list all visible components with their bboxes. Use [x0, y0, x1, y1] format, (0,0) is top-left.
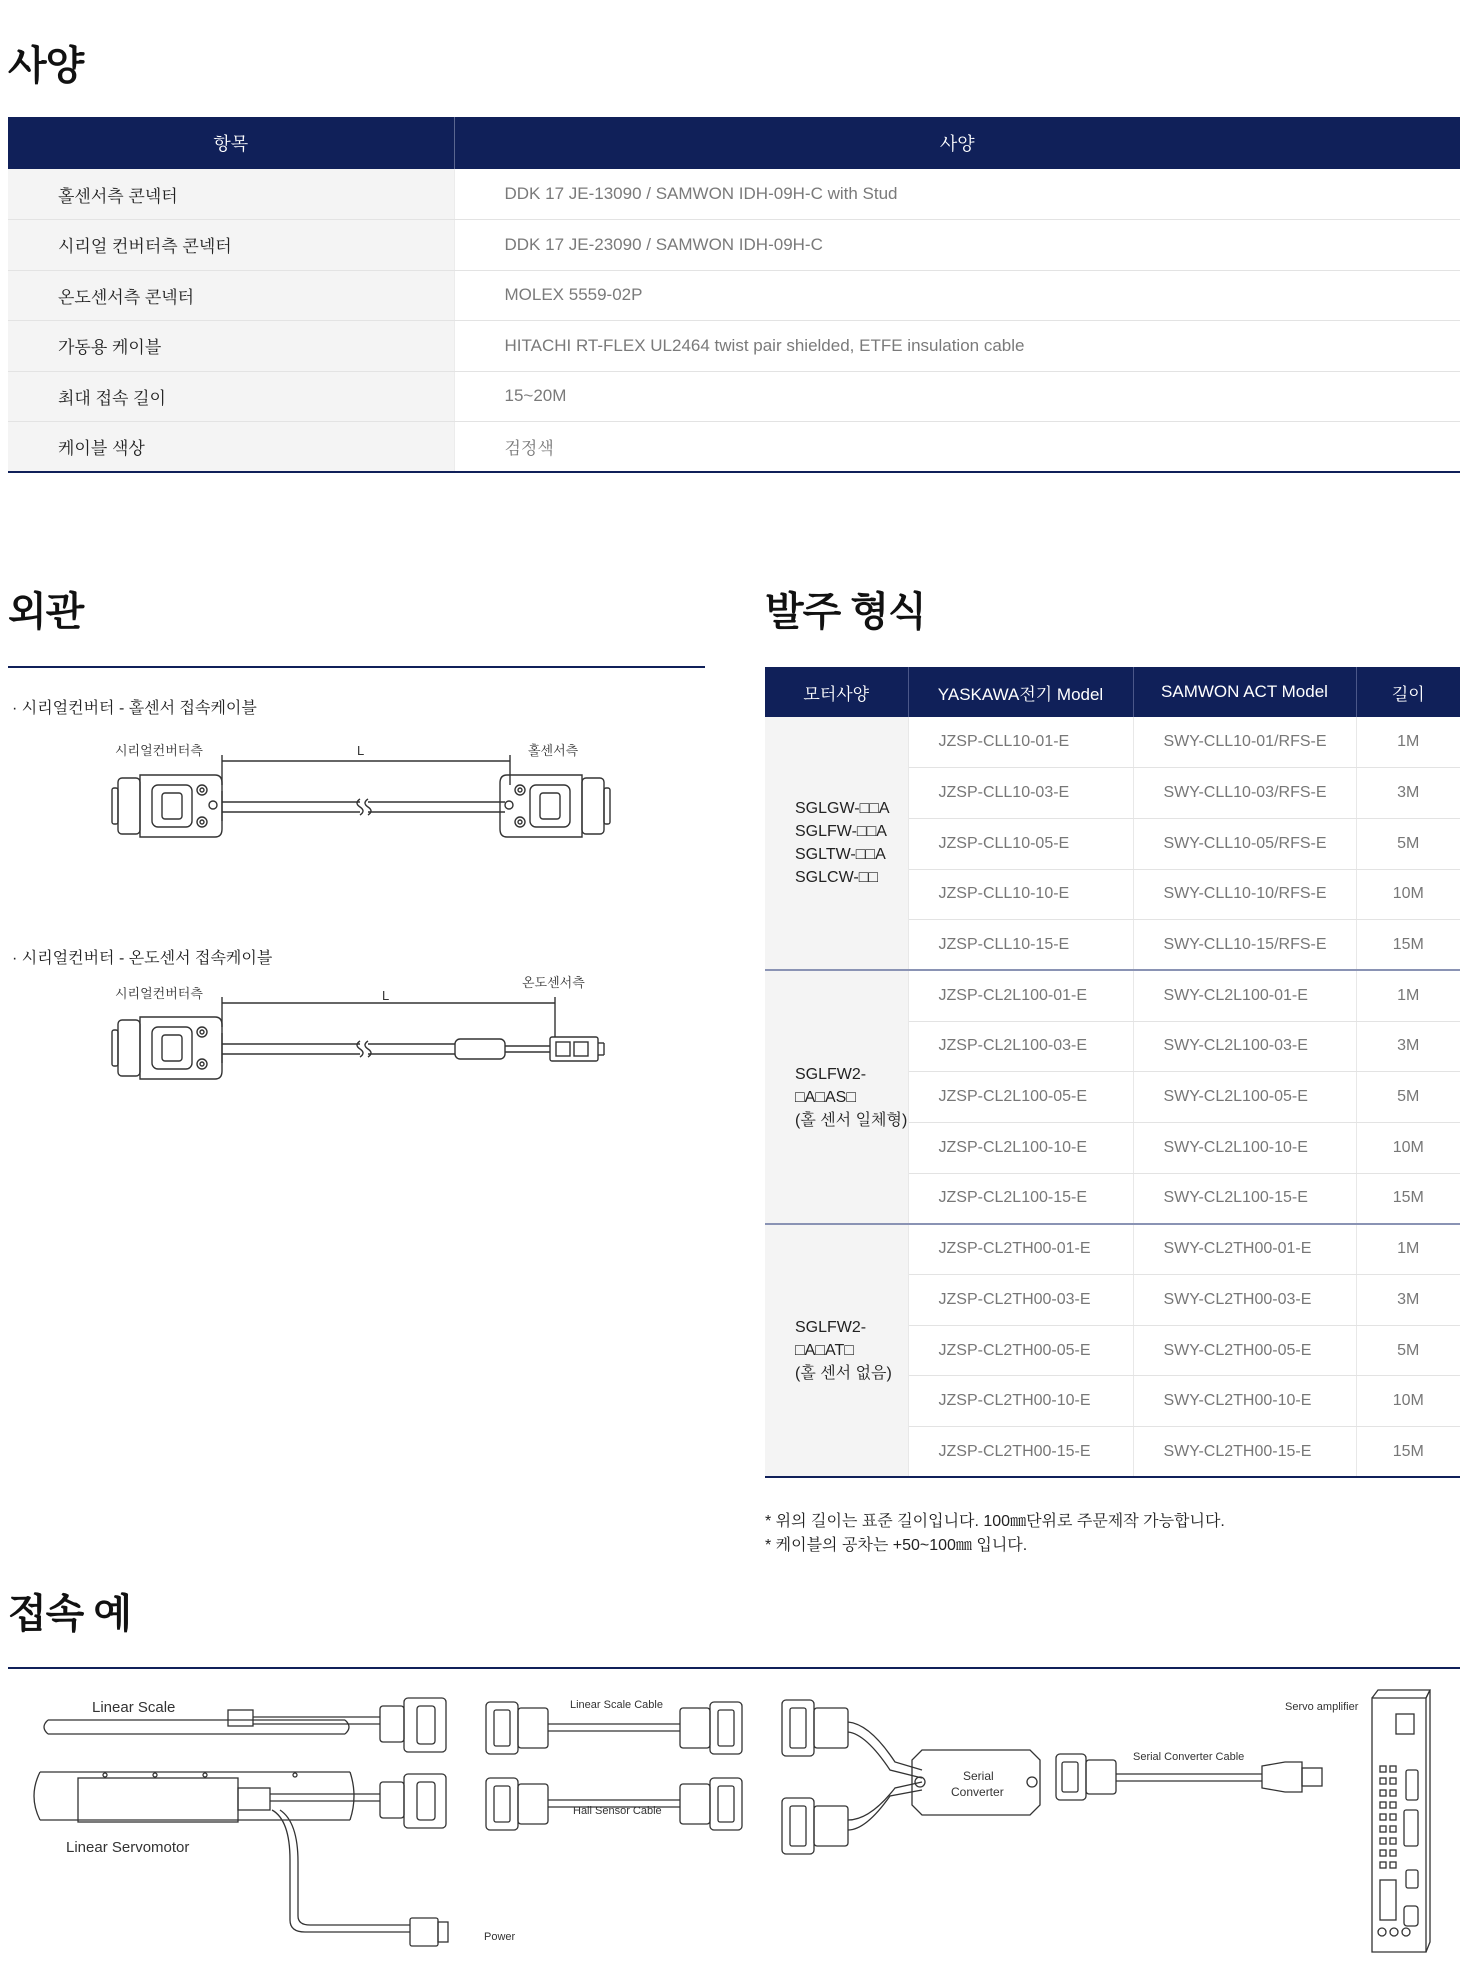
motor-line: SGLTW-□□A: [795, 846, 886, 864]
cable-length: 15M: [1356, 1427, 1460, 1478]
samwon-model: SWY-CLL10-03/RFS-E: [1133, 768, 1356, 819]
cable2-drawing: [110, 995, 620, 1095]
cable1-length-label: L: [357, 743, 365, 758]
samwon-model: SWY-CL2L100-03-E: [1133, 1021, 1356, 1072]
motor-spec-cell: [765, 1224, 908, 1477]
appearance-title: 외관: [8, 590, 84, 634]
hall-sensor-cable-label: Hall Sensor Cable: [573, 1805, 662, 1817]
spec-header-value: 사양: [454, 117, 1460, 169]
order-header-samwon: SAMWON ACT Model: [1133, 667, 1356, 717]
serial-converter-cable-label: Serial Converter Cable: [1133, 1751, 1245, 1763]
motor-spec-cell: [765, 970, 908, 1223]
spec-key: 가동용 케이블: [8, 321, 454, 372]
scale-connector: [380, 1698, 446, 1752]
table-row: [8, 321, 1460, 372]
order-header-length: 길이: [1356, 667, 1460, 717]
spec-value: 15~20M: [454, 371, 1460, 422]
servomotor-body: [78, 1778, 238, 1822]
samwon-model: SWY-CL2TH00-05-E: [1133, 1325, 1356, 1376]
yaskawa-model: JZSP-CL2TH00-05-E: [908, 1325, 1133, 1376]
linear-servomotor-label: Linear Servomotor: [66, 1839, 190, 1856]
yaskawa-model: JZSP-CL2L100-15-E: [908, 1173, 1133, 1224]
spec-value: DDK 17 JE-23090 / SAMWON IDH-09H-C: [454, 220, 1460, 271]
samwon-model: SWY-CL2TH00-15-E: [1133, 1427, 1356, 1478]
motor-spec-cell: [765, 717, 908, 970]
yaskawa-model: JZSP-CL2TH00-03-E: [908, 1275, 1133, 1326]
yaskawa-model: JZSP-CL2L100-03-E: [908, 1021, 1133, 1072]
motor-connector: [380, 1774, 446, 1828]
yaskawa-model: JZSP-CLL10-15-E: [908, 920, 1133, 971]
yaskawa-model: JZSP-CLL10-01-E: [908, 717, 1133, 768]
yaskawa-model: JZSP-CLL10-10-E: [908, 869, 1133, 920]
samwon-model: SWY-CL2L100-05-E: [1133, 1072, 1356, 1123]
motor-line: (홀 센서 일체형): [795, 1111, 908, 1129]
table-row: [8, 422, 1460, 473]
samwon-model: SWY-CLL10-15/RFS-E: [1133, 920, 1356, 971]
converter-label: Converter: [951, 1785, 1004, 1799]
cable-length: 1M: [1356, 1224, 1460, 1275]
spec-value: HITACHI RT-FLEX UL2464 twist pair shielded, ETFE insulation cable: [454, 321, 1460, 372]
motor-line: SGLCW-□□: [795, 869, 879, 887]
samwon-model: SWY-CLL10-10/RFS-E: [1133, 869, 1356, 920]
cable2-right-label: 온도센서측: [522, 975, 585, 990]
motor-line: □A□AS□: [795, 1088, 857, 1106]
spec-key: 케이블 색상: [8, 422, 454, 473]
spec-key: 온도센서측 콘넥터: [8, 270, 454, 321]
table-row: [8, 270, 1460, 321]
serial-label: Serial: [963, 1769, 994, 1783]
cable-length: 3M: [1356, 1275, 1460, 1326]
cable-length: 5M: [1356, 818, 1460, 869]
yaskawa-model: JZSP-CL2TH00-01-E: [908, 1224, 1133, 1275]
spec-title: 사양: [8, 44, 84, 88]
cable-length: 10M: [1356, 869, 1460, 920]
spec-key: 홀센서측 콘넥터: [8, 169, 454, 220]
cable1-right-label: 홀센서측: [528, 743, 579, 758]
servo-amplifier: [1372, 1690, 1430, 1952]
table-row: [765, 1224, 1460, 1275]
cable-length: 1M: [1356, 970, 1460, 1021]
appearance-rule: [8, 666, 705, 668]
yaskawa-model: JZSP-CL2TH00-10-E: [908, 1376, 1133, 1427]
order-header-motor: 모터사양: [765, 667, 908, 717]
cable1-caption: · 시리얼컨버터 - 홀센서 접속케이블: [12, 700, 257, 717]
samwon-model: SWY-CL2TH00-03-E: [1133, 1275, 1356, 1326]
table-row: [8, 371, 1460, 422]
yaskawa-model: JZSP-CL2TH00-15-E: [908, 1427, 1133, 1478]
cable1-drawing: [110, 755, 620, 865]
yaskawa-model: JZSP-CL2L100-01-E: [908, 970, 1133, 1021]
yaskawa-model: JZSP-CL2L100-05-E: [908, 1072, 1133, 1123]
samwon-model: SWY-CLL10-05/RFS-E: [1133, 818, 1356, 869]
yaskawa-model: JZSP-CLL10-03-E: [908, 768, 1133, 819]
cable-length: 10M: [1356, 1123, 1460, 1174]
spec-value: 검정색: [454, 422, 1460, 473]
cable1-left-label: 시리얼컨버터측: [115, 743, 203, 758]
linear-scale-label: Linear Scale: [92, 1699, 176, 1716]
table-row: [765, 970, 1460, 1021]
connection-diagram: [0, 1670, 1470, 1960]
spec-key: 최대 접속 길이: [8, 371, 454, 422]
yaskawa-model: JZSP-CL2L100-10-E: [908, 1123, 1133, 1174]
samwon-model: SWY-CL2TH00-10-E: [1133, 1376, 1356, 1427]
order-title: 발주 형식: [765, 590, 926, 634]
power-label: Power: [484, 1931, 516, 1943]
spec-value: MOLEX 5559-02P: [454, 270, 1460, 321]
order-note: * 케이블의 공차는 +50~100㎜ 입니다.: [765, 1537, 1028, 1554]
order-header-yaskawa: YASKAWA전기 Model: [908, 667, 1133, 717]
linear-scale-cable-label: Linear Scale Cable: [570, 1699, 663, 1711]
cable-length: 15M: [1356, 920, 1460, 971]
motor-line: SGLFW2-: [795, 1319, 867, 1337]
cable-length: 10M: [1356, 1376, 1460, 1427]
samwon-model: SWY-CL2L100-15-E: [1133, 1173, 1356, 1224]
samwon-model: SWY-CLL10-01/RFS-E: [1133, 717, 1356, 768]
motor-line: SGLFW-□□A: [795, 823, 887, 841]
samwon-model: SWY-CL2L100-10-E: [1133, 1123, 1356, 1174]
spec-key: 시리얼 컨버터측 콘넥터: [8, 220, 454, 271]
table-row: [765, 717, 1460, 768]
samwon-model: SWY-CL2L100-01-E: [1133, 970, 1356, 1021]
motor-line: □A□AT□: [795, 1342, 854, 1360]
yaskawa-model: JZSP-CLL10-05-E: [908, 818, 1133, 869]
cable2-left-label: 시리얼컨버터측: [115, 986, 203, 1001]
cable-length: 3M: [1356, 768, 1460, 819]
samwon-model: SWY-CL2TH00-01-E: [1133, 1224, 1356, 1275]
spec-table: [8, 117, 1460, 473]
order-note: * 위의 길이는 표준 길이입니다. 100㎜단위로 주문제작 가능합니다.: [765, 1513, 1225, 1530]
order-table: [765, 667, 1460, 1478]
motor-line: SGLGW-□□A: [795, 800, 890, 818]
cable2-caption: · 시리얼컨버터 - 온도센서 접속케이블: [12, 950, 273, 967]
spec-value: DDK 17 JE-13090 / SAMWON IDH-09H-C with Stud: [454, 169, 1460, 220]
motor-line: SGLFW2-: [795, 1065, 867, 1083]
power-connector: [410, 1918, 448, 1946]
cable-length: 5M: [1356, 1325, 1460, 1376]
scale-head: [228, 1710, 253, 1726]
spec-header-item: 항목: [8, 117, 454, 169]
servo-amplifier-label: Servo amplifier: [1285, 1701, 1359, 1713]
connection-title: 접속 예: [8, 1592, 132, 1636]
cable-length: 3M: [1356, 1021, 1460, 1072]
hall-sensor-cable: [486, 1778, 742, 1830]
table-row: [8, 220, 1460, 271]
table-row: [8, 169, 1460, 220]
converter-input-connectors: [782, 1700, 848, 1854]
cable-length: 15M: [1356, 1173, 1460, 1224]
cable-length: 5M: [1356, 1072, 1460, 1123]
cable-length: 1M: [1356, 717, 1460, 768]
motor-line: (홀 센서 없음): [795, 1365, 892, 1383]
cable2-length-label: L: [382, 988, 390, 1003]
connection-rule: [8, 1667, 1460, 1669]
